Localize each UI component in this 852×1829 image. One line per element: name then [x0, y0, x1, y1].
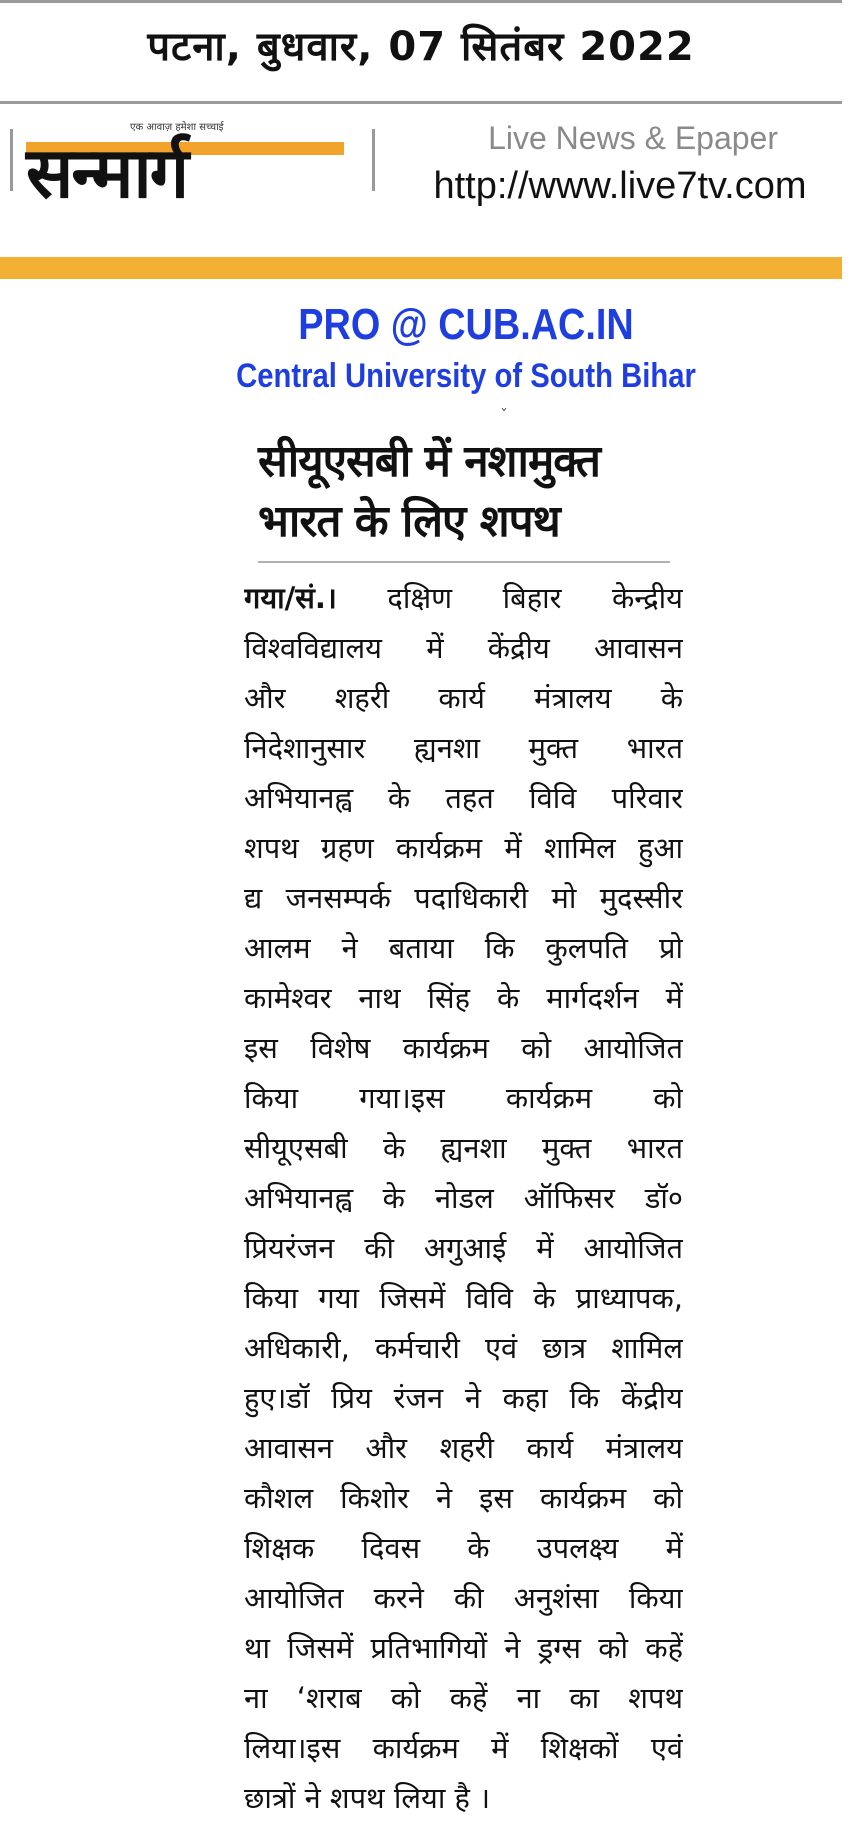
article-line — [244, 573, 683, 623]
article-line: निदेशानुसार ह्यनशा मुक्त भारत — [244, 731, 683, 765]
article-body — [244, 573, 683, 1823]
live-news-label: Live News & Epaper — [488, 120, 778, 156]
university-name: Central University of South Bihar — [236, 357, 696, 395]
article-line: और शहरी कार्य मंत्रालय के — [244, 681, 683, 715]
dateline: पटना, बुधवार, 07 सितंबर 2022 — [147, 24, 695, 70]
article-line: अधिकारी, कर्मचारी एवं छात्र शामिल — [244, 1331, 683, 1365]
article-dateline-tag: गया/सं.। — [244, 581, 337, 615]
newspaper-logo — [26, 118, 344, 214]
article-line: द्य जनसम्पर्क पदाधिकारी मो मुदस्सीर — [244, 881, 683, 915]
article-line: आवासन और शहरी कार्य मंत्रालय — [244, 1431, 683, 1465]
masthead-divider-left — [10, 129, 13, 191]
headline-line: सीयूएसबी में नशामुक्त — [258, 436, 600, 487]
logo-tagline: एक आवाज़ हमेशा सच्चाई — [130, 122, 224, 133]
article-line: किया गया जिसमें विवि के प्राध्यापक, — [244, 1281, 683, 1315]
article-first-line-text: दक्षिण बिहार केन्द्रीय — [387, 581, 683, 615]
headline-rule — [258, 561, 670, 563]
orange-divider-strip — [0, 257, 842, 279]
article-line: विश्वविद्यालय में केंद्रीय आवासन — [244, 631, 683, 665]
article-line: छात्रों ने शपथ लिया है । — [244, 1781, 491, 1815]
article-line: आलम ने बताया कि कुलपति प्रो — [244, 931, 683, 965]
article-line: कामेश्वर नाथ सिंह के मार्गदर्शन में — [244, 981, 683, 1015]
logo-wordmark: सन्मार्ग — [26, 132, 187, 214]
article-line: सीयूएसबी के ह्यनशा मुक्त भारत — [244, 1131, 683, 1165]
article-line: इस विशेष कार्यक्रम को आयोजित — [244, 1031, 683, 1065]
article-line: किया गया।इस कार्यक्रम को — [244, 1081, 683, 1115]
article-line: हुए।डॉ प्रिय रंजन ने कहा कि केंद्रीय — [244, 1381, 683, 1415]
article-line: अभियानह्व के तहत विवि परिवार — [244, 781, 683, 815]
article-line: कौशल किशोर ने इस कार्यक्रम को — [244, 1481, 683, 1515]
site-url: http://www.live7tv.com — [433, 165, 807, 207]
article-line: अभियानह्व के नोडल ऑफिसर डॉ० — [244, 1181, 683, 1215]
article-line: ना ‘शराब को कहें ना का शपथ — [244, 1681, 683, 1715]
article-line: प्रियरंजन की अगुआई में आयोजित — [244, 1231, 683, 1265]
stray-mark: ˇ — [500, 406, 508, 425]
article-line: शपथ ग्रहण कार्यक्रम में शामिल हुआ — [244, 831, 683, 865]
article-headline — [258, 432, 678, 552]
headline-line: भारत के लिए शपथ — [258, 496, 560, 547]
masthead-divider-right — [372, 129, 375, 191]
article-line: शिक्षक दिवस के उपलक्ष्य में — [244, 1531, 683, 1565]
top-rule — [0, 0, 842, 3]
article-line: लिया।इस कार्यक्रम में शिक्षकों एवं — [244, 1731, 683, 1765]
article-line: था जिसमें प्रतिभागियों ने ड्रग्स को कहें — [244, 1631, 683, 1665]
article-line: आयोजित करने की अनुशंसा किया — [244, 1581, 683, 1615]
header-rule — [0, 101, 842, 104]
pro-email: PRO @ CUB.AC.IN — [298, 300, 634, 349]
